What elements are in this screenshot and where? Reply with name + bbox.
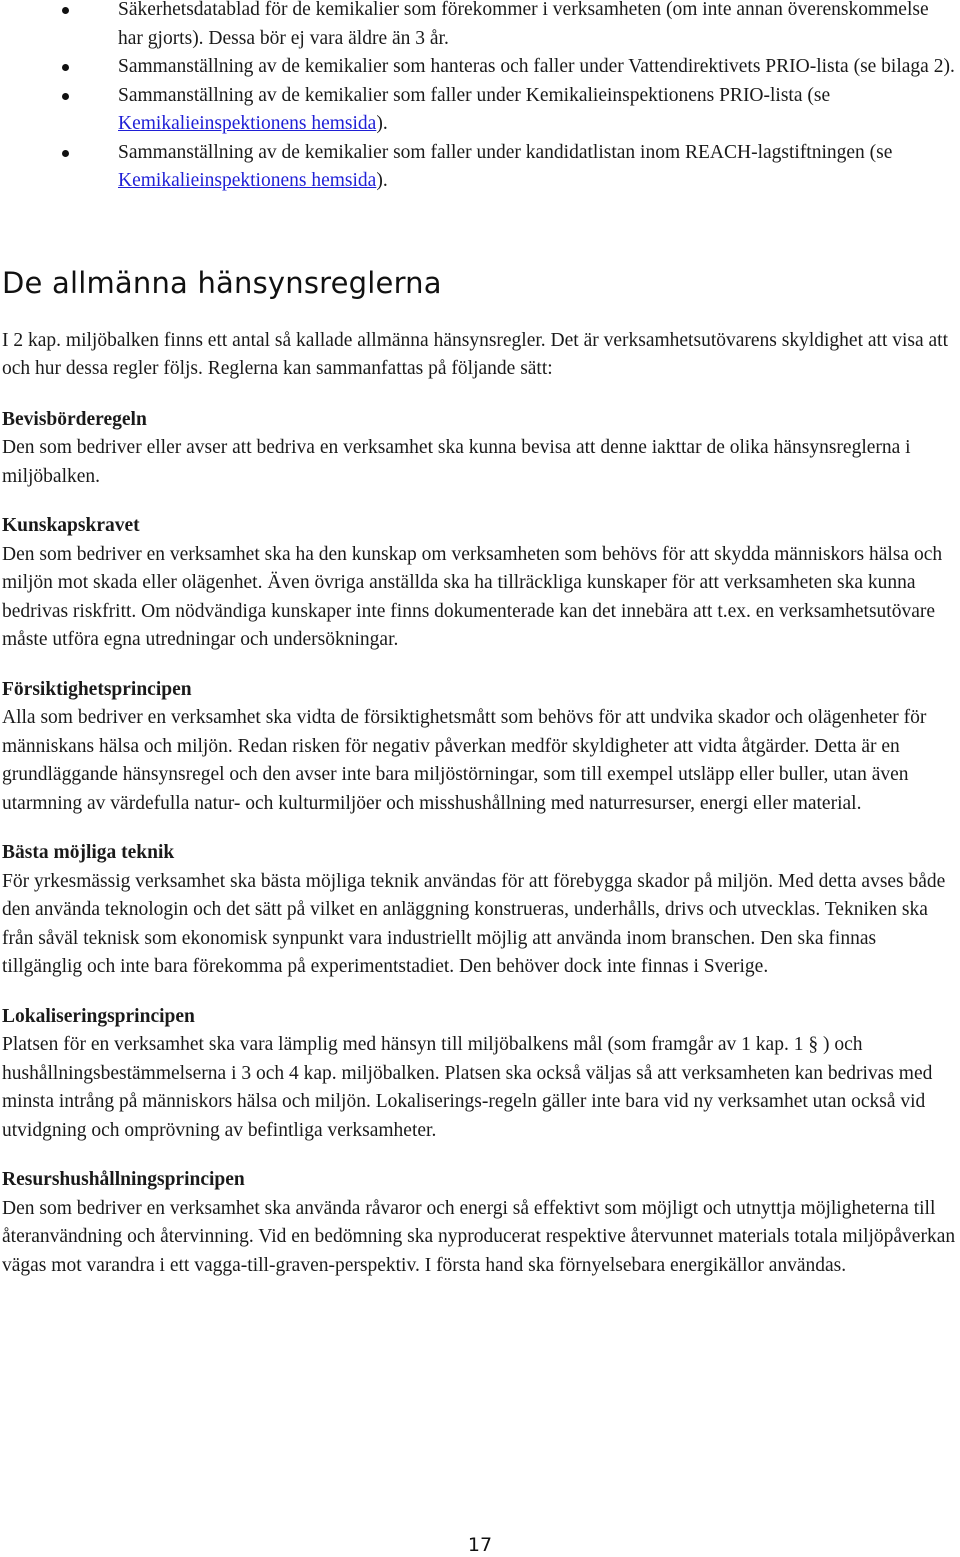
list-item (118, 0, 958, 53)
page-number: 17 (467, 1534, 493, 1556)
section-heading: De allmänna hänsynsreglerna (2, 265, 442, 300)
list-item-text-end: ). (376, 170, 388, 191)
rule-title: Kunskapskravet (2, 515, 140, 536)
rule-body: Alla som bedriver en verksamhet ska vidta de försiktighetsmått som behövs för att undvika skador och olägenheter för människans hälsa och miljön. Redan risken för negativ påverkan medför skyldigheter att vidta åtgärder. Detta är en grundläggande hänsynsregel och den avser inte bara miljöstörningar, som till exempel utsläpp eller buller, utan även utarmning av värdefulla natur- och kulturmiljöer och misshushållning med naturresurser, energi eller material. (2, 707, 927, 814)
rule-title: Bästa möjliga teknik (2, 842, 175, 863)
bullet-icon (62, 64, 69, 71)
bullet-icon (62, 150, 69, 157)
rule-title: Lokaliseringsprincipen (2, 1005, 195, 1027)
list-item-text: Sammanställning av de kemikalier som faller under kandidatlistan inom REACH-lagstiftningen (se (118, 141, 893, 163)
rule-body: Den som bedriver en verksamhet ska ha den kunskap om verksamheten som behövs för att skydda människors hälsa och miljön mot skada eller olägenhet. Även övriga anställda ska ha tillräckliga kunskaper för att verksamheten ska kunna bedrivas riskfritt. Om nödvändiga kunskaper inte finns dokumenterade kan det innebära att t.ex. en verksamhetsutövare måste utföra egna utredningar och undersökningar. (2, 543, 943, 650)
list-item (118, 53, 958, 82)
rule-title: Bevisbörderegeln (2, 408, 147, 430)
intro-paragraph: I 2 kap. miljöbalken finns ett antal så kallade allmänna hänsynsregler. Det är verksamhetsutövarens skyldighet att visa att och hur dessa regler följs. Reglerna kan sammanfattas på följande sätt: (2, 329, 949, 379)
rule-lokaliseringsprincipen (2, 1003, 958, 1146)
rule-body: Den som bedriver en verksamhet ska använda råvaror och energi så effektivt som möjligt och utnyttja möjligheterna till återanvändning och återvinning. Vid en bedömning ska nyproducerat respektive återvunnet materials totala miljöpåverkan vägas mot varandra i ett vagga-till-graven-perspektiv. I första hand ska förnyelsebara energikällor användas. (2, 1197, 956, 1276)
rule-body: För yrkesmässig verksamhet ska bästa möjliga teknik användas för att förebygga skador på miljön. Med detta avses både den använda teknologin och det sätt på vilket en anläggning konstrueras, underhålls, drivs och utvecklas. Tekniken ska från såväl teknisk som ekonomisk synpunkt vara industriellt möjlig att använda inom branschen. Den ska finnas tillgänglig och inte bara förekomma på experimentstadiet. Den behöver dock inte finnas i Sverige. (2, 870, 946, 977)
rule-title: Försiktighetsprincipen (2, 678, 192, 700)
document-page (2, 0, 958, 1301)
bullet-icon (62, 7, 69, 14)
rule-body: Platsen för en verksamhet ska vara lämplig med hänsyn till miljöbalkens mål (som framgår av 1 kap. 1 § ) och hushållningsbestämmelserna i 3 och 4 kap. miljöbalken. Platsen ska också väljas så att verksamheten kan bedrivas med minsta intrång på människors hälsa och miljön. Lokaliserings-regeln gäller inte bara vid ny verksamhet utan också vid utvidgning och omprövning av befintliga verksamheter. (2, 1034, 933, 1141)
rule-title: Resurshushållningsprincipen (2, 1169, 245, 1190)
list-item-text-end: ). (376, 113, 388, 134)
list-item-text: Sammanställning av de kemikalier som hanteras och faller under Vattendirektivets PRIO-lista (se bilaga 2). (118, 56, 955, 77)
bullet-icon (62, 93, 69, 100)
rule-forsiktighetsprincipen (2, 676, 958, 819)
rule-basta-mojliga-teknik (2, 839, 958, 982)
list-item (118, 139, 958, 196)
rule-bevisborderegeln (2, 406, 958, 492)
rule-kunskapskravet (2, 512, 958, 655)
list-item-text: Säkerhetsdatablad för de kemikalier som förekommer i verksamheten (om inte annan överenskommelse har gjorts). Dessa bör ej vara äldre än 3 år. (118, 0, 929, 49)
rule-resurshushallningsprincipen (2, 1166, 958, 1280)
kemikalieinspektionen-link[interactable]: Kemikalieinspektionens hemsida (118, 170, 377, 191)
list-item (118, 82, 958, 139)
list-item-text: Sammanställning av de kemikalier som faller under Kemikalieinspektionens PRIO-lista (se (118, 84, 831, 106)
chemical-documents-list (2, 0, 958, 196)
rule-body: Den som bedriver eller avser att bedriva en verksamhet ska kunna bevisa att denne iakttar de olika hänsynsreglerna i miljöbalken. (2, 437, 911, 487)
kemikalieinspektionen-link[interactable]: Kemikalieinspektionens hemsida (118, 113, 377, 134)
